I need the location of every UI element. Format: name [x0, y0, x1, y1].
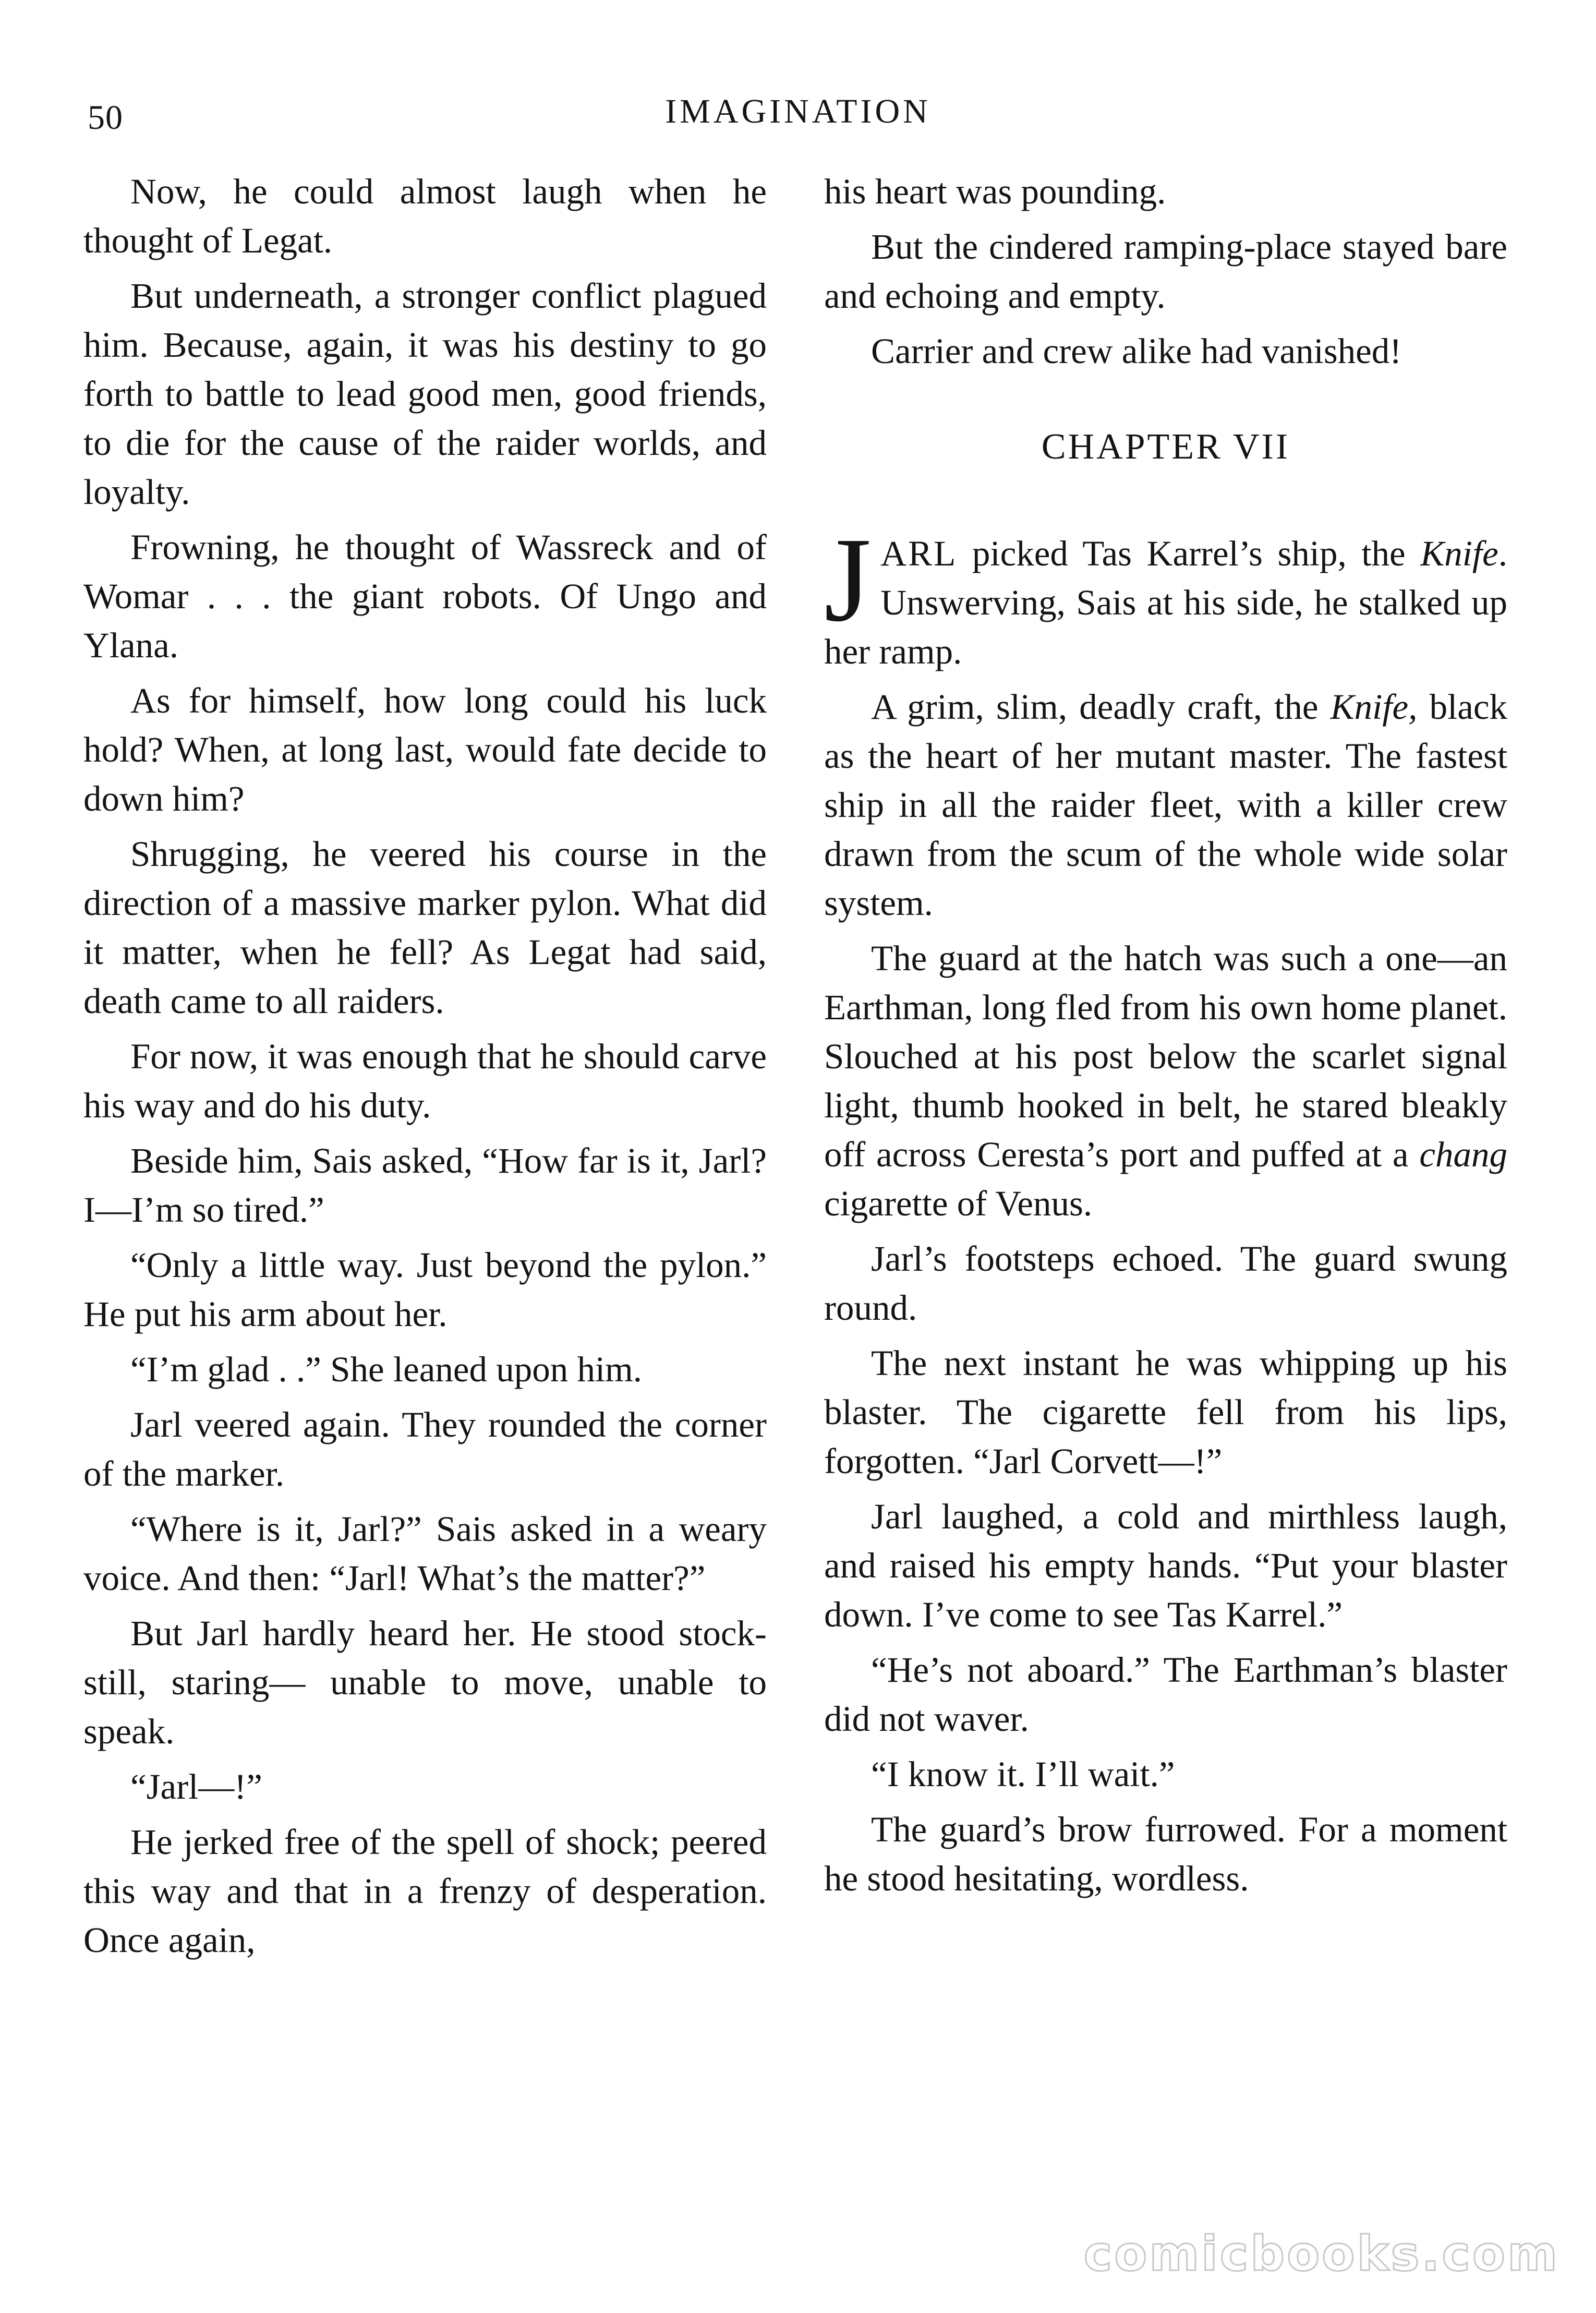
continued-paragraph: his heart was pounding. — [824, 172, 1166, 211]
paragraph: “I know it. I’ll wait.” — [871, 1754, 1175, 1794]
chapter-opening-paragraph — [824, 513, 1507, 676]
paragraph: Carrier and crew alike had vanished! — [871, 331, 1402, 371]
text-run: The guard at the hatch was such a one—an Earthman, long fled from his own home planet. Slouched at his post below the scarlet signal light, thumb hooked in belt, he stared bleakly off across Ceresta’s port and puffed at a — [824, 938, 1507, 1174]
paragraph — [824, 934, 1507, 1228]
ship-name: Knife — [1420, 534, 1498, 573]
paragraph: Now, he could almost laugh when he thought of Legat. — [83, 172, 767, 260]
paragraph: Shrugging, he veered his course in the direction of a massive marker pylon. What did it matter, when he fell? As Legat had said, death came to all raiders. — [83, 834, 767, 1021]
paragraph: But underneath, a stronger conflict plagued him. Because, again, it was his destiny to go forth to battle to lead good men, good friends, to die for the cause of the raider worlds, and loyalty. — [83, 276, 767, 512]
paragraph: He jerked free of the spell of shock; peered this way and that in a frenzy of desperation. Once again, — [83, 1822, 767, 1960]
paragraph: “Only a little way. Just beyond the pylon.” He put his arm about her. — [83, 1245, 767, 1334]
paragraph: The guard’s brow furrowed. For a moment he stood hesitating, wordless. — [824, 1810, 1507, 1898]
paragraph — [824, 682, 1507, 927]
page-number: 50 — [88, 99, 123, 137]
paragraph: “Jarl—!” — [130, 1767, 262, 1806]
left-column — [83, 167, 767, 1971]
paragraph: Beside him, Sais asked, “How far is it, Jarl? I—I’m so tired.” — [83, 1141, 767, 1230]
paragraph: Jarl laughed, a cold and mirthless laugh, and raised his empty hands. “Put your blaster down. I’ve come to see Tas Karrel.” — [824, 1497, 1507, 1634]
right-column — [824, 167, 1507, 1909]
paragraph: “Where is it, Jarl?” Sais asked in a weary voice. And then: “Jarl! What’s the matter?” — [83, 1509, 767, 1598]
paragraph: Jarl veered again. They rounded the corner of the marker. — [83, 1405, 767, 1493]
running-title: IMAGINATION — [665, 92, 931, 130]
drop-cap: J — [824, 513, 872, 647]
italic-word: chang — [1419, 1135, 1507, 1174]
text-run: A grim, slim, deadly craft, the — [871, 687, 1331, 727]
paragraph: Frowning, he thought of Wassreck and of Womar . . . the giant robots. Of Ungo and Ylana. — [83, 527, 767, 665]
text-run: black as the heart of her mutant master. The fastest ship in all the raider fleet, with a killer crew drawn from the scum of the whole wide solar system. — [824, 687, 1507, 923]
paragraph: Jarl’s footsteps echoed. The guard swung round. — [824, 1239, 1507, 1328]
text-run: picked Tas Karrel’s ship, the — [957, 534, 1421, 573]
ship-name: Knife, — [1330, 687, 1418, 727]
opening-small-caps: ARL — [880, 534, 958, 573]
chapter-heading: CHAPTER VII — [1041, 427, 1290, 467]
paragraph: As for himself, how long could his luck hold? When, at long last, would fate decide to down him? — [83, 681, 767, 818]
paragraph: “He’s not aboard.” The Earthman’s blaster did not waver. — [824, 1650, 1507, 1739]
watermark-logo: comicbooks.com — [1083, 2226, 1559, 2282]
text-run: cigarette of Venus. — [824, 1184, 1093, 1223]
paragraph: For now, it was enough that he should carve his way and do his duty. — [83, 1037, 767, 1125]
paragraph: The next instant he was whipping up his blaster. The cigarette fell from his lips, forgotten. “Jarl Corvett—!” — [824, 1343, 1507, 1481]
text-run: . Unswerving, Sais at his side, he stalked up her ramp. — [824, 534, 1507, 671]
paragraph: But Jarl hardly heard her. He stood stock-still, staring— unable to move, unable to speak. — [83, 1613, 767, 1751]
paragraph: “I’m glad . .” She leaned upon him. — [130, 1350, 643, 1389]
paragraph: But the cindered ramping-place stayed bare and echoing and empty. — [824, 227, 1507, 316]
